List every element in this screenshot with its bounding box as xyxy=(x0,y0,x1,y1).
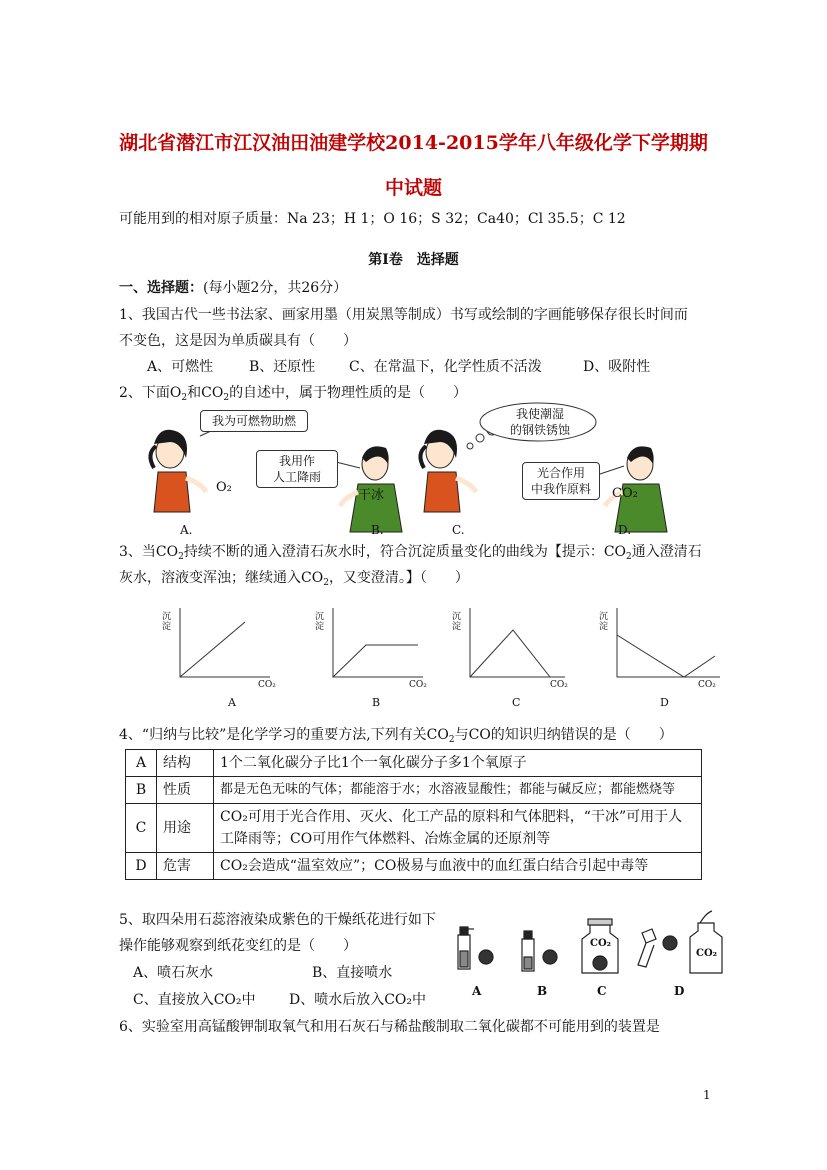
q3-line2 xyxy=(119,567,469,588)
q2-stem-prefix: 2、下面O xyxy=(119,385,182,401)
table-cell-category: 用途 xyxy=(157,804,214,853)
graph-b-xlabel: CO₂ xyxy=(409,680,427,690)
flower-b xyxy=(543,950,557,964)
q3-sub-3: 2 xyxy=(323,578,329,588)
q4-stem-a: 4、“归纳与比较”是化学学习的重要方法,下列有关CO xyxy=(119,727,449,743)
q4-sub: 2 xyxy=(448,735,455,745)
graph-a-ylabel: 沉 淀 xyxy=(162,612,172,632)
q2-co2-label-d: CO₂ xyxy=(612,486,638,501)
graph-a-label: A xyxy=(228,696,236,709)
q3-graphs xyxy=(150,602,730,712)
graph-d-curve xyxy=(617,635,715,677)
q2-bubble-b: 我用作 人工降雨 xyxy=(256,450,338,488)
table-cell-opt: A xyxy=(126,750,157,777)
q2-label-d: D. xyxy=(618,523,632,537)
graph-b-curve xyxy=(333,645,418,677)
table-row xyxy=(126,777,702,804)
flower-d xyxy=(663,936,677,950)
q1-option-d: D、吸附性 xyxy=(583,359,651,375)
graph-c-curve xyxy=(470,630,550,677)
table-cell-text: 1个二氧化碳分子比1个一氧化碳分子多1个氧原子 xyxy=(214,750,702,777)
q3-line1-c: 通入澄清石 xyxy=(631,544,702,560)
q1-line2: 不变色，这是因为单质碳具有（ ） xyxy=(119,333,357,349)
q1-line1: 1、我国古代一些书法家、画家用墨（用炭黑等制成）书写或绘制的字画能够保存很长时间而 xyxy=(119,307,688,323)
girl-figure-a xyxy=(150,430,206,512)
table-cell-opt: B xyxy=(126,777,157,804)
page-number: 1 xyxy=(703,1088,711,1102)
q5-option-b: B、直接喷水 xyxy=(312,965,393,981)
graph-c-axes xyxy=(470,608,565,677)
table-cell-text: 都是无色无味的气体；都能溶于水；水溶液显酸性；都能与碱反应；都能燃烧等 xyxy=(214,777,702,804)
graph-d-label: D xyxy=(660,696,669,709)
table-cell-text: CO₂会造成“温室效应”；CO极易与血液中的血红蛋白结合引起中毒等 xyxy=(214,853,702,880)
q3-line2-a: 灰水，溶液变浑浊；继续通入CO xyxy=(119,570,324,586)
section-heading: 第Ⅰ卷 选择题 xyxy=(368,252,459,268)
graph-a-curve xyxy=(180,622,245,677)
graph-b-label: B xyxy=(372,696,381,709)
table-row xyxy=(126,750,702,777)
atomic-mass-note: 可能用到的相对原子质量：Na 23；H 1；O 16；S 32；Ca40；Cl 35.5；C 12 xyxy=(119,211,626,227)
q2-sub2: 2 xyxy=(223,393,230,403)
q2-bubble-c: 我使潮湿 的钢铁锈蚀 xyxy=(509,407,570,437)
q1-option-b: B、还原性 xyxy=(249,359,316,375)
q3-line2-b: ，又变澄清。】（ ） xyxy=(328,570,469,586)
table-row xyxy=(126,804,702,853)
graph-c-ylabel: 沉 淀 xyxy=(452,612,462,632)
q1-option-c: C、在常温下，化学性质不活泼 xyxy=(349,359,542,375)
graph-d-xlabel: CO₂ xyxy=(698,680,716,690)
q2-o2-label-a: O₂ xyxy=(216,480,232,495)
page-title: 湖北省潜江市江汉油田油建学校2014-2015学年八年级化学下学期期 xyxy=(119,132,708,154)
page-title-line2: 中试题 xyxy=(384,177,442,199)
graph-a-xlabel: CO₂ xyxy=(258,680,276,690)
graph-c-label: C xyxy=(512,696,521,709)
q2-stem xyxy=(119,382,467,403)
q3-line1 xyxy=(119,541,702,562)
jar-c-label: CO₂ xyxy=(590,938,612,949)
q2-label-c: C. xyxy=(452,523,465,537)
q5-line2: 操作能够观察到纸花变红的是（ ） xyxy=(119,938,357,954)
spray-bottle-d xyxy=(638,929,656,967)
part1-heading xyxy=(119,277,347,297)
table-row xyxy=(126,853,702,880)
table-cell-opt: C xyxy=(126,804,157,853)
q4-stem-b: 与CO的知识归纳错误的是（ ） xyxy=(454,727,673,743)
q6-line1: 6、实验室用高锰酸钾制取氧气和用石灰石与稀盐酸制取二氧化碳都不可能用到的装置是 xyxy=(119,1019,660,1035)
jar-d xyxy=(690,911,722,973)
q3-line1-b: 持续不断的通入澄清石灰水时，符合沉淀质量变化的曲线为【提示：CO xyxy=(183,544,627,560)
graph-d-ylabel: 沉 淀 xyxy=(599,612,609,632)
q2-stem-suffix: 的自述中，属于物理性质的是（ ） xyxy=(229,385,468,401)
graph-b-axes xyxy=(333,608,423,677)
table-cell-category: 危害 xyxy=(157,853,214,880)
q3-sub-2: 2 xyxy=(626,552,632,562)
q4-table xyxy=(125,749,702,880)
q5-label-b: B xyxy=(537,984,548,998)
q3-line1-a: 3、当CO xyxy=(119,544,179,560)
girl-figure-c xyxy=(420,430,476,512)
q5-option-c: C、直接放入CO₂中 xyxy=(133,992,256,1008)
part1-heading-bold: 一、选择题： xyxy=(119,280,203,296)
q5-label-a: A xyxy=(472,984,482,998)
q4-stem xyxy=(119,724,673,745)
q2-bubble-a: 我为可燃物助燃 xyxy=(200,410,308,432)
q5-label-c: C xyxy=(597,984,607,998)
flower-c xyxy=(593,956,607,970)
table-cell-category: 性质 xyxy=(157,777,214,804)
jar-d-label: CO₂ xyxy=(696,948,718,959)
spray-bottle-a xyxy=(458,927,474,969)
q5-option-d: D、喷水后放入CO₂中 xyxy=(289,992,427,1008)
spray-bottle-b xyxy=(522,931,534,971)
q2-label-a: A. xyxy=(180,523,193,537)
part1-heading-rest: (每小题2分，共26分） xyxy=(203,280,348,296)
q2-bubble-d: 光合作用 中我作原料 xyxy=(522,462,600,500)
flower-a xyxy=(479,950,493,964)
q1-option-a: A、可燃性 xyxy=(147,359,214,375)
q2-stem-mid: 和CO xyxy=(187,385,224,401)
q5-option-a: A、喷石灰水 xyxy=(133,965,214,981)
graph-a-axes xyxy=(180,608,270,677)
q2-label-b: B. xyxy=(371,523,384,537)
graph-b-ylabel: 沉 淀 xyxy=(315,612,325,632)
table-cell-category: 结构 xyxy=(157,750,214,777)
table-cell-opt: D xyxy=(126,853,157,880)
q2-sub1: 2 xyxy=(181,393,188,403)
table-cell-text: CO₂可用于光合作用、灭火、化工产品的原料和气体肥料，“干冰”可用于人工降雨等；CO可用作气体燃料、冶炼金属的还原剂等 xyxy=(214,804,702,853)
graph-c-xlabel: CO₂ xyxy=(550,680,568,690)
q5-line1: 5、取四朵用石蕊溶液染成紫色的干燥纸花进行如下 xyxy=(119,912,436,928)
q3-sub: 2 xyxy=(178,552,184,562)
graph-d-axes xyxy=(617,608,720,677)
q2-dry-ice-label: 干冰 xyxy=(358,488,385,503)
q5-label-d: D xyxy=(674,984,685,998)
